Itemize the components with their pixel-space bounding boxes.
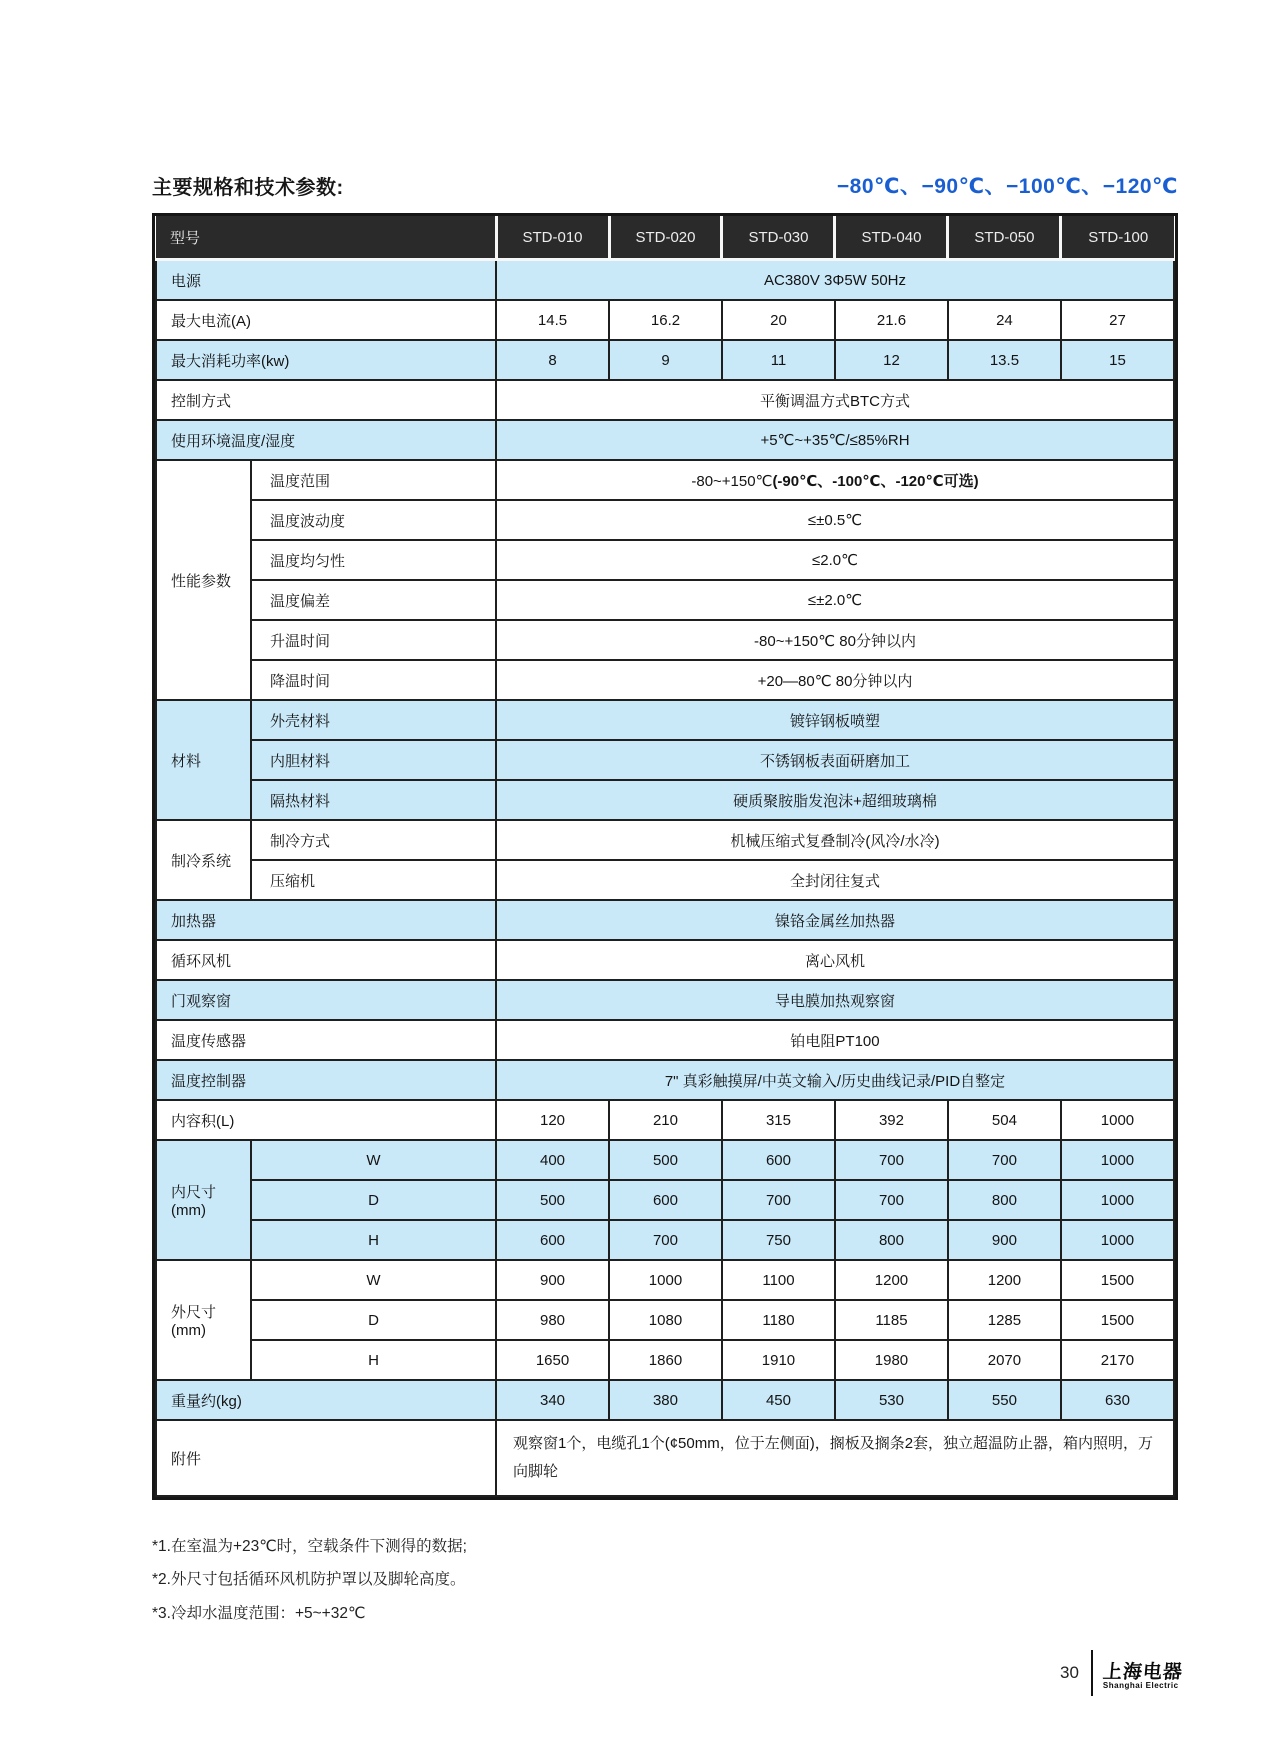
spec-group-label: 外尺寸(mm) (156, 1260, 251, 1380)
spec-table (155, 216, 1175, 1497)
spec-cell: 210 (609, 1100, 722, 1140)
footnotes (152, 1530, 1178, 1630)
spec-row-label: 电源 (156, 260, 496, 301)
spec-row-label: 最大消耗功率(kw) (156, 340, 496, 380)
spec-row-label: 使用环境温度/湿度 (156, 420, 496, 460)
spec-cell: 600 (496, 1220, 609, 1260)
spec-subrow-label: W (251, 1260, 496, 1300)
table-row (156, 740, 1174, 780)
column-header: STD-030 (722, 216, 835, 260)
table-row (156, 1180, 1174, 1220)
spec-cell: 900 (948, 1220, 1061, 1260)
spec-row-label: 附件 (156, 1420, 496, 1496)
table-row (156, 300, 1174, 340)
spec-cell: 700 (722, 1180, 835, 1220)
spec-cell: 24 (948, 300, 1061, 340)
spec-value: 机械压缩式复叠制冷(风冷/水冷) (496, 820, 1174, 860)
spec-cell: 14.5 (496, 300, 609, 340)
spec-cell: 27 (1061, 300, 1174, 340)
spec-subrow-label: H (251, 1340, 496, 1380)
spec-subrow-label: W (251, 1140, 496, 1180)
spec-cell: 504 (948, 1100, 1061, 1140)
spec-subrow-label: 外壳材料 (251, 700, 496, 740)
column-header-model: 型号 (156, 216, 496, 260)
spec-cell: 1000 (1061, 1100, 1174, 1140)
spec-table-body (156, 260, 1174, 1497)
spec-cell: 1650 (496, 1340, 609, 1380)
spec-group-label: 性能参数 (156, 460, 251, 700)
spec-cell: 340 (496, 1380, 609, 1420)
spec-cell: 800 (835, 1220, 948, 1260)
spec-value: ≤2.0℃ (496, 540, 1174, 580)
spec-value: 全封闭往复式 (496, 860, 1174, 900)
table-row (156, 940, 1174, 980)
title-row (152, 170, 1178, 200)
spec-cell: 1285 (948, 1300, 1061, 1340)
table-row (156, 980, 1174, 1020)
spec-value: 镀锌钢板喷塑 (496, 700, 1174, 740)
spec-cell: 21.6 (835, 300, 948, 340)
table-row (156, 1420, 1174, 1496)
page-footer (1060, 1650, 1183, 1696)
spec-cell: 400 (496, 1140, 609, 1180)
spec-value: AC380V 3Φ5W 50Hz (496, 260, 1174, 301)
spec-cell: 2070 (948, 1340, 1061, 1380)
spec-table-header (156, 216, 1174, 260)
spec-subrow-label: 温度范围 (251, 460, 496, 500)
spec-row-label: 内容积(L) (156, 1100, 496, 1140)
spec-cell: 315 (722, 1100, 835, 1140)
spec-cell: 1000 (609, 1260, 722, 1300)
spec-cell: 392 (835, 1100, 948, 1140)
spec-cell: 13.5 (948, 340, 1061, 380)
spec-cell: 700 (835, 1140, 948, 1180)
spec-subrow-label: 温度波动度 (251, 500, 496, 540)
spec-cell: 700 (948, 1140, 1061, 1180)
spec-cell: 9 (609, 340, 722, 380)
spec-cell: 16.2 (609, 300, 722, 340)
spec-cell: 1200 (948, 1260, 1061, 1300)
table-row (156, 500, 1174, 540)
table-row (156, 1380, 1174, 1420)
spec-subrow-label: 温度均匀性 (251, 540, 496, 580)
spec-value: 导电膜加热观察窗 (496, 980, 1174, 1020)
table-row (156, 1020, 1174, 1060)
spec-cell: 380 (609, 1380, 722, 1420)
spec-cell: 500 (609, 1140, 722, 1180)
table-row (156, 1100, 1174, 1140)
spec-subrow-label: 隔热材料 (251, 780, 496, 820)
table-row (156, 780, 1174, 820)
spec-cell: 600 (722, 1140, 835, 1180)
spec-group-label: 内尺寸(mm) (156, 1140, 251, 1260)
spec-value: 铂电阻PT100 (496, 1020, 1174, 1060)
spec-subrow-label: 温度偏差 (251, 580, 496, 620)
temp-options-heading: −80℃、−90℃、−100℃、−120℃ (836, 175, 1178, 198)
table-row (156, 340, 1174, 380)
spec-row-label: 控制方式 (156, 380, 496, 420)
spec-cell: 1000 (1061, 1140, 1174, 1180)
spec-row-label: 最大电流(A) (156, 300, 496, 340)
table-row (156, 260, 1174, 301)
spec-value: 不锈钢板表面研磨加工 (496, 740, 1174, 780)
spec-cell: 1000 (1061, 1180, 1174, 1220)
spec-subrow-label: 压缩机 (251, 860, 496, 900)
spec-value: -80~+150℃ 80分钟以内 (496, 620, 1174, 660)
spec-subrow-label: D (251, 1300, 496, 1340)
table-row (156, 420, 1174, 460)
footnote-item: *1.在室温为+23℃时，空载条件下测得的数据; (152, 1538, 467, 1555)
brand-logo-en: Shanghai Electric (1102, 1680, 1179, 1690)
spec-group-label: 制冷系统 (156, 820, 251, 900)
spec-cell: 1185 (835, 1300, 948, 1340)
table-row (156, 460, 1174, 500)
spec-subrow-label: 降温时间 (251, 660, 496, 700)
spec-cell: 1200 (835, 1260, 948, 1300)
column-header: STD-020 (609, 216, 722, 260)
spec-cell: 1860 (609, 1340, 722, 1380)
spec-cell: 550 (948, 1380, 1061, 1420)
spec-value: ≤±2.0℃ (496, 580, 1174, 620)
spec-cell: 700 (609, 1220, 722, 1260)
spec-value: 观察窗1个，电缆孔1个(¢50mm，位于左侧面)，搁板及搁条2套，独立超温防止器，箱内照明，万向脚轮 (496, 1420, 1174, 1496)
spec-cell: 1500 (1061, 1300, 1174, 1340)
spec-cell: 11 (722, 340, 835, 380)
spec-value: 镍铬金属丝加热器 (496, 900, 1174, 940)
spec-subrow-label: D (251, 1180, 496, 1220)
table-row (156, 860, 1174, 900)
spec-cell: 800 (948, 1180, 1061, 1220)
footnote-item: *2.外尺寸包括循环风机防护罩以及脚轮高度。 (152, 1571, 466, 1589)
spec-cell: 630 (1061, 1380, 1174, 1420)
table-row (156, 900, 1174, 940)
spec-value: -80~+150℃(-90℃、-100℃、-120℃可选) (496, 460, 1174, 500)
column-header: STD-050 (948, 216, 1061, 260)
column-header: STD-010 (496, 216, 609, 260)
table-row (156, 580, 1174, 620)
column-header: STD-100 (1061, 216, 1174, 260)
spec-row-label: 温度传感器 (156, 1020, 496, 1060)
spec-row-label: 门观察窗 (156, 980, 496, 1020)
spec-cell: 600 (609, 1180, 722, 1220)
table-row (156, 380, 1174, 420)
spec-subrow-label: H (251, 1220, 496, 1260)
spec-cell: 700 (835, 1180, 948, 1220)
spec-value: 平衡调温方式BTC方式 (496, 380, 1174, 420)
page-number: 30 (1060, 1663, 1079, 1682)
spec-cell: 750 (722, 1220, 835, 1260)
spec-content (152, 170, 1178, 1630)
table-row (156, 1340, 1174, 1380)
spec-cell: 980 (496, 1300, 609, 1340)
spec-subrow-label: 升温时间 (251, 620, 496, 660)
spec-cell: 2170 (1061, 1340, 1174, 1380)
spec-row-label: 循环风机 (156, 940, 496, 980)
spec-cell: 1910 (722, 1340, 835, 1380)
spec-value: ≤±0.5℃ (496, 500, 1174, 540)
spec-cell: 1100 (722, 1260, 835, 1300)
spec-cell: 1000 (1061, 1220, 1174, 1260)
spec-row-label: 加热器 (156, 900, 496, 940)
table-row (156, 820, 1174, 860)
footnote-item: *3.冷却水温度范围：+5~+32℃ (152, 1604, 366, 1622)
spec-table-wrap (152, 213, 1178, 1500)
table-row (156, 1300, 1174, 1340)
spec-cell: 450 (722, 1380, 835, 1420)
spec-cell: 20 (722, 300, 835, 340)
spec-value: +5℃~+35℃/≤85%RH (496, 420, 1174, 460)
spec-cell: 15 (1061, 340, 1174, 380)
spec-cell: 900 (496, 1260, 609, 1300)
spec-cell: 500 (496, 1180, 609, 1220)
footer-divider (1091, 1650, 1093, 1696)
spec-value: 7" 真彩触摸屏/中英文输入/历史曲线记录/PID自整定 (496, 1060, 1174, 1100)
spec-subrow-label: 制冷方式 (251, 820, 496, 860)
table-row (156, 660, 1174, 700)
column-header: STD-040 (835, 216, 948, 260)
spec-value: +20—80℃ 80分钟以内 (496, 660, 1174, 700)
table-row (156, 1060, 1174, 1100)
spec-cell: 1180 (722, 1300, 835, 1340)
spec-cell: 8 (496, 340, 609, 380)
spec-group-label: 材料 (156, 700, 251, 820)
spec-cell: 1980 (835, 1340, 948, 1380)
page-title: 主要规格和技术参数: (152, 177, 344, 199)
spec-value: 硬质聚胺脂发泡沫+超细玻璃棉 (496, 780, 1174, 820)
spec-cell: 12 (835, 340, 948, 380)
spec-cell: 530 (835, 1380, 948, 1420)
spec-row-label: 重量约(kg) (156, 1380, 496, 1420)
table-row (156, 1140, 1174, 1180)
spec-cell: 120 (496, 1100, 609, 1140)
spec-subrow-label: 内胆材料 (251, 740, 496, 780)
table-row (156, 1260, 1174, 1300)
spec-cell: 1080 (609, 1300, 722, 1340)
table-row (156, 540, 1174, 580)
table-row (156, 620, 1174, 660)
brand-logo-cn: 上海电器 (1101, 1660, 1184, 1683)
spec-value: 离心风机 (496, 940, 1174, 980)
spec-row-label: 温度控制器 (156, 1060, 496, 1100)
table-row (156, 1220, 1174, 1260)
brand-logo (1103, 1657, 1183, 1690)
table-row (156, 700, 1174, 740)
spec-cell: 1500 (1061, 1260, 1174, 1300)
